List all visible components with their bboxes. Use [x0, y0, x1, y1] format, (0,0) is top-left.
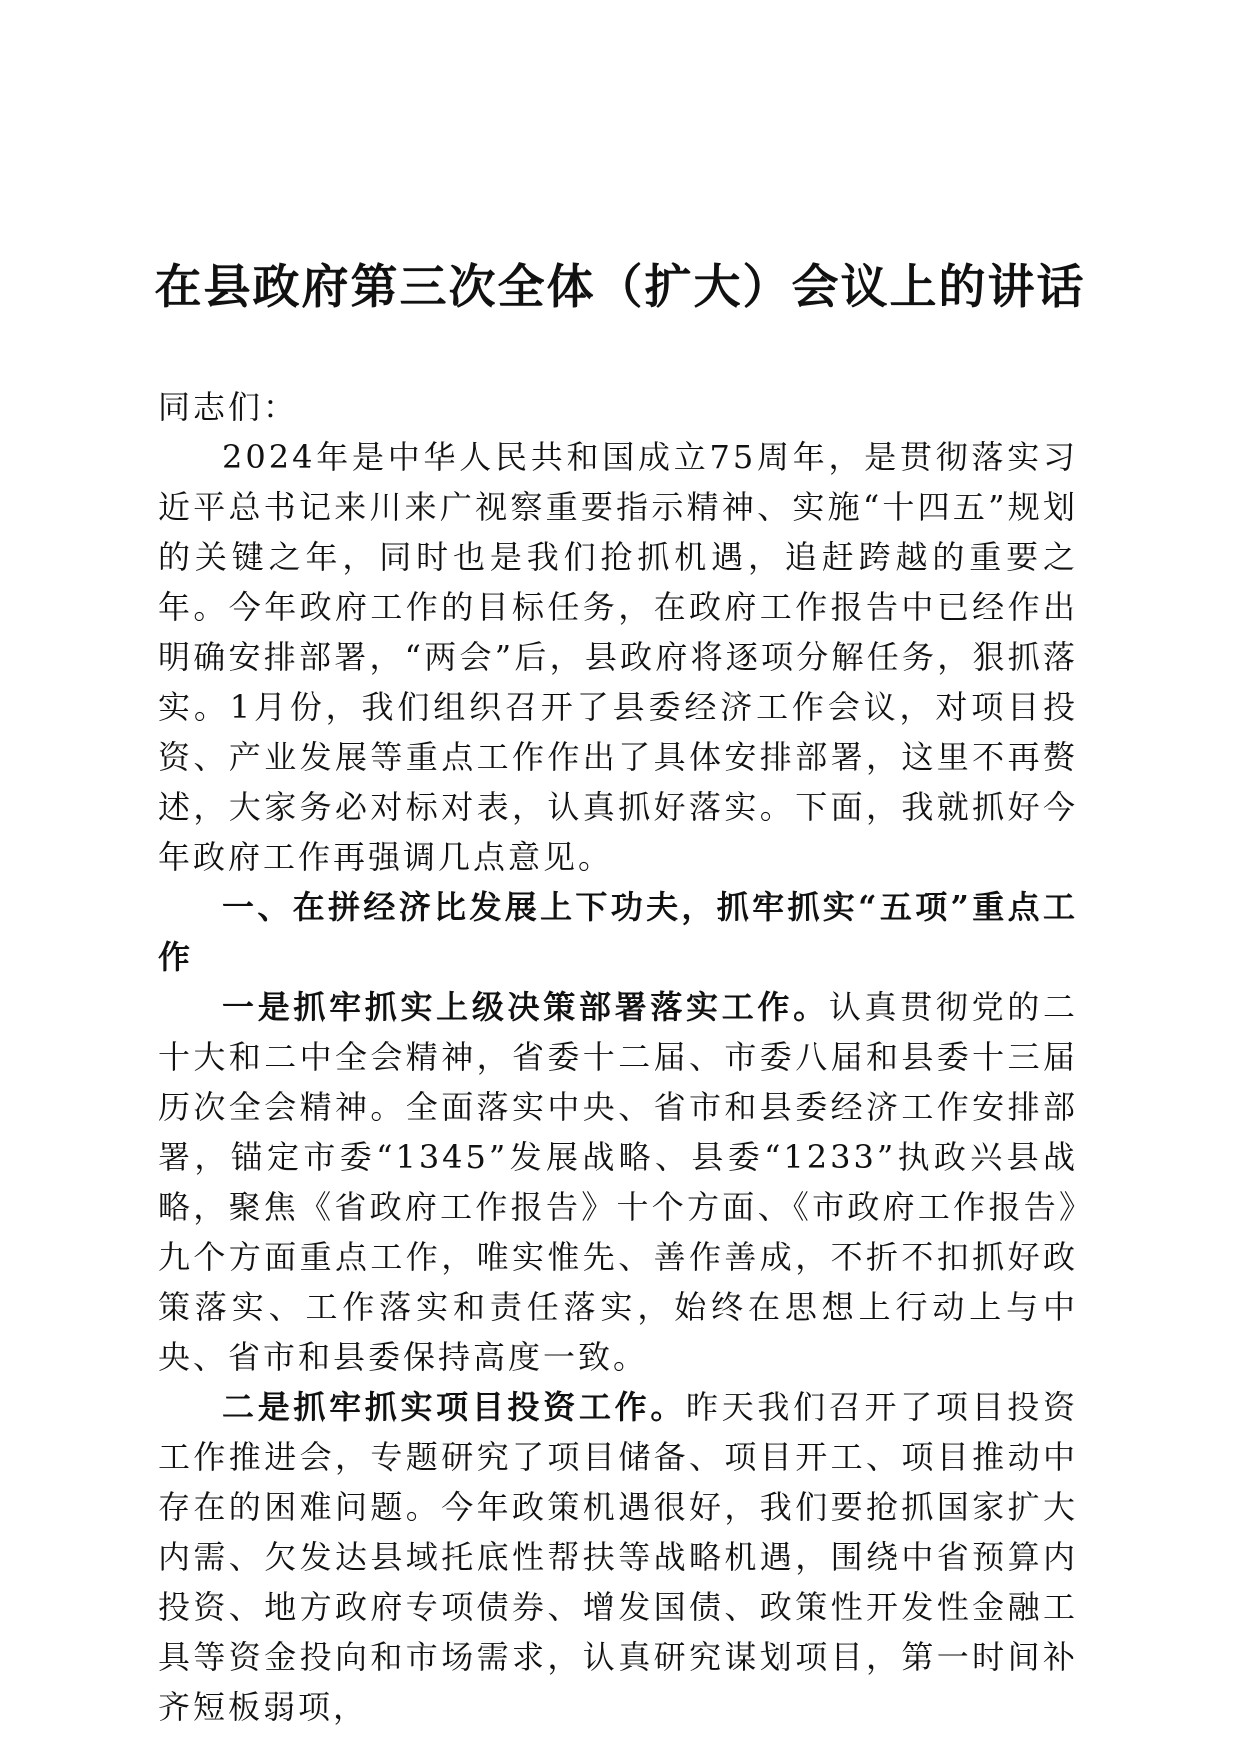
salutation: 同志们：	[158, 388, 299, 426]
section-one-heading: 一、在拼经济比发展上下功夫，抓牢抓实“五项”重点工作	[158, 888, 1078, 976]
item-one-text: 认真贯彻党的二十大和二中全会精神，省委十二届、市委八届和县委十三届历次全会精神。全面落实中央、省市和县委经济工作安排部署，锚定市委“1345”发展战略、县委“1233”执政兴县战略，聚焦《省政府工作报告》十个方面、《市政府工作报告》九个方面重点工作，唯实惟先、善作善成，不折不扣抓好政策落实、工作落实和责任落实，始终在思想上行动上与中央、省市和县委保持高度一致。	[158, 988, 1078, 1376]
item-one-paragraph	[158, 982, 1078, 1382]
intro-paragraph: 2024年是中华人民共和国成立75周年，是贯彻落实习近平总书记来川来广视察重要指示精神、实施“十四五”规划的关键之年，同时也是我们抢抓机遇，追赶跨越的重要之年。今年政府工作的目标任务，在政府工作报告中已经作出明确安排部署，“两会”后，县政府将逐项分解任务，狠抓落实。1月份，我们组织召开了县委经济工作会议，对项目投资、产业发展等重点工作作出了具体安排部署，这里不再赘述，大家务必对标对表，认真抓好落实。下面，我就抓好今年政府工作再强调几点意见。	[158, 438, 1078, 876]
item-two-lead: 二是抓牢抓实项目投资工作。	[222, 1388, 687, 1426]
document-title: 在县政府第三次全体（扩大）会议上的讲话	[154, 260, 1086, 315]
item-two-text: 昨天我们召开了项目投资工作推进会，专题研究了项目储备、项目开工、项目推动中存在的困难问题。今年政策机遇很好，我们要抢抓国家扩大内需、欠发达县域托底性帮扶等战略机遇，围绕中省预算内投资、地方政府专项债券、增发国债、政策性开发性金融工具等资金投向和市场需求，认真研究谋划项目，第一时间补齐短板弱项，	[158, 1388, 1078, 1726]
document-body	[158, 382, 1078, 1732]
item-two-paragraph	[158, 1382, 1078, 1732]
item-one-lead: 一是抓牢抓实上级决策部署落实工作。	[222, 988, 829, 1026]
